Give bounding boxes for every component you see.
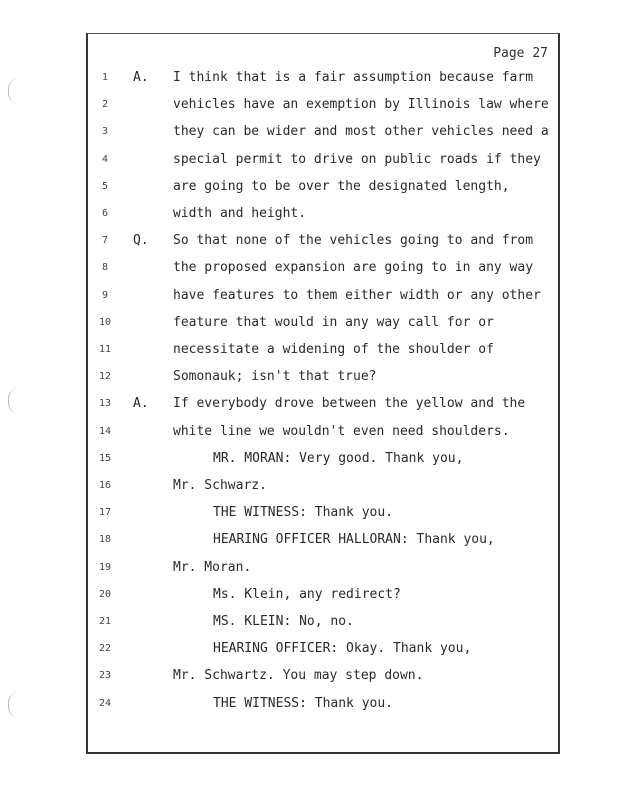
line-text: Mr. Moran. bbox=[173, 559, 252, 575]
line-text: special permit to drive on public roads if they bbox=[173, 151, 541, 167]
transcript-line bbox=[88, 451, 558, 471]
page-number: Page 27 bbox=[493, 46, 548, 61]
line-text: HEARING OFFICER: Okay. Thank you, bbox=[213, 641, 472, 657]
line-text: are going to be over the designated length, bbox=[173, 178, 510, 194]
line-text: Mr. Schwarz. bbox=[173, 478, 267, 493]
transcript-line bbox=[88, 505, 558, 525]
line-number: 2 bbox=[101, 99, 109, 111]
transcript-line bbox=[88, 179, 558, 199]
line-text: Ms. Klein, any redirect? bbox=[213, 586, 401, 602]
line-number: 22 bbox=[98, 643, 112, 655]
line-number: 14 bbox=[98, 425, 112, 437]
line-text: So that none of the vehicles going to and from bbox=[173, 233, 534, 249]
transcript-line bbox=[88, 696, 558, 716]
line-text: they can be wider and most other vehicles need a bbox=[173, 124, 549, 140]
transcript-line bbox=[88, 315, 558, 335]
line-text: I think that is a fair assumption because farm bbox=[173, 70, 534, 85]
transcript-line bbox=[88, 614, 558, 634]
line-text: width and height. bbox=[173, 206, 307, 221]
transcript-line bbox=[88, 124, 558, 144]
line-text: MS. KLEIN: No, no. bbox=[213, 614, 354, 629]
line-text: HEARING OFFICER HALLORAN: Thank you, bbox=[213, 532, 495, 548]
transcript-line bbox=[88, 260, 558, 280]
line-text: the proposed expansion are going to in any way bbox=[173, 260, 534, 276]
speaker-label: A. bbox=[133, 70, 149, 85]
line-number: 16 bbox=[98, 480, 112, 491]
transcript-line bbox=[88, 152, 558, 172]
line-text: vehicles have an exemption by Illinois law where bbox=[173, 97, 549, 113]
line-number: 15 bbox=[98, 452, 112, 464]
transcript-line bbox=[88, 288, 558, 308]
line-text: MR. MORAN: Very good. Thank you, bbox=[213, 450, 464, 466]
transcript-line bbox=[88, 560, 558, 580]
line-number: 8 bbox=[101, 262, 109, 274]
line-text: feature that would in any way call for or bbox=[173, 314, 494, 330]
transcript-line bbox=[88, 369, 558, 389]
line-text: have features to them either width or any other bbox=[173, 287, 541, 303]
line-number: 18 bbox=[98, 534, 112, 546]
transcript-line bbox=[88, 206, 558, 226]
line-number: 24 bbox=[98, 697, 112, 709]
line-number: 20 bbox=[98, 588, 112, 600]
line-text: Mr. Schwartz. You may step down. bbox=[173, 668, 424, 684]
line-number: 11 bbox=[98, 344, 112, 355]
line-number: 13 bbox=[98, 398, 112, 410]
transcript-line bbox=[88, 668, 558, 688]
line-number: 7 bbox=[101, 235, 109, 247]
transcript-line bbox=[88, 70, 558, 90]
binder-hole-mark bbox=[8, 78, 19, 104]
line-number: 1 bbox=[101, 72, 109, 83]
transcript-line bbox=[88, 424, 558, 444]
transcript-line bbox=[88, 233, 558, 253]
line-number: 5 bbox=[101, 180, 109, 192]
line-text: white line we wouldn't even need shoulders. bbox=[173, 423, 510, 439]
binder-hole-mark bbox=[8, 692, 19, 718]
line-number: 19 bbox=[98, 561, 112, 573]
line-number: 10 bbox=[98, 316, 112, 328]
speaker-label: A. bbox=[133, 396, 149, 412]
transcript-line bbox=[88, 97, 558, 117]
line-text: THE WITNESS: Thank you. bbox=[213, 505, 394, 521]
transcript-line bbox=[88, 478, 558, 498]
line-text: necessitate a widening of the shoulder of bbox=[173, 342, 494, 357]
line-number: 17 bbox=[98, 507, 112, 519]
line-text: Somonauk; isn't that true? bbox=[173, 369, 377, 385]
transcript-line bbox=[88, 342, 558, 362]
transcript-line bbox=[88, 587, 558, 607]
speaker-label: Q. bbox=[133, 233, 149, 249]
line-number: 23 bbox=[98, 670, 112, 682]
line-text: If everybody drove between the yellow and the bbox=[173, 396, 526, 412]
line-text: THE WITNESS: Thank you. bbox=[213, 695, 394, 711]
line-number: 21 bbox=[98, 616, 112, 627]
transcript-line bbox=[88, 396, 558, 416]
line-number: 9 bbox=[101, 289, 109, 301]
line-number: 12 bbox=[98, 371, 112, 383]
line-number: 6 bbox=[101, 208, 109, 219]
transcript-page bbox=[86, 33, 560, 754]
transcript-line bbox=[88, 532, 558, 552]
transcript-line bbox=[88, 641, 558, 661]
line-number: 4 bbox=[101, 153, 109, 165]
binder-hole-mark bbox=[8, 388, 19, 414]
line-number: 3 bbox=[101, 126, 109, 138]
